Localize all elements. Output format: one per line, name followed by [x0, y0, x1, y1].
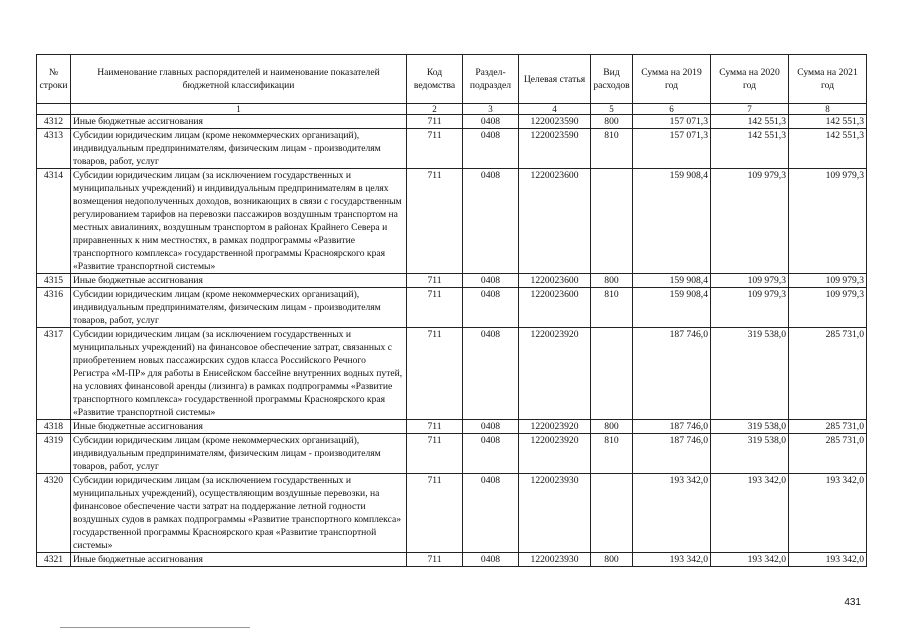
section-code: 0408: [463, 474, 519, 553]
column-number: 2: [407, 104, 463, 115]
row-name: Иные бюджетные ассигнования: [71, 420, 407, 434]
sum-2021: 109 979,3: [789, 288, 867, 328]
header-row-number: № строки: [37, 55, 71, 104]
sum-2020: 193 342,0: [711, 553, 789, 567]
sum-2020: 319 538,0: [711, 328, 789, 420]
expense-type: [591, 169, 633, 274]
row-number: 4321: [37, 553, 71, 567]
header-row: [37, 55, 867, 104]
row-name: Иные бюджетные ассигнования: [71, 553, 407, 567]
table-row: [37, 474, 867, 553]
sum-2021: 193 342,0: [789, 474, 867, 553]
sum-2019: 159 908,4: [633, 169, 711, 274]
row-number: 4314: [37, 169, 71, 274]
row-number: 4316: [37, 288, 71, 328]
header-department-code: Код ведомства: [407, 55, 463, 104]
target-article: 1220023600: [519, 288, 591, 328]
sum-2019: 187 746,0: [633, 328, 711, 420]
table-row: [37, 420, 867, 434]
section-code: 0408: [463, 129, 519, 169]
row-number: 4313: [37, 129, 71, 169]
row-number: 4317: [37, 328, 71, 420]
sum-2019: 193 342,0: [633, 553, 711, 567]
row-name: Субсидии юридическим лицам (кроме некоммерческих организаций), индивидуальным предпринимателям, физическим лицам - производителям товаров, работ, услуг: [71, 288, 407, 328]
section-code: 0408: [463, 115, 519, 129]
expense-type: 810: [591, 434, 633, 474]
section-code: 0408: [463, 274, 519, 288]
row-name: Субсидии юридическим лицам (за исключением государственных и муниципальных учреждений) и индивидуальным предпринимателям в целях возмещения недополученных доходов, возникающих в связи с государственным регулированием тарифов на перевозки пассажиров воздушным транспортом на местных авиалиниях, воздушным транспортом в районах Крайнего Севера и приравненных к ним местностях, в рамках подпрограммы «Развитие транспортного комплекса» государственной программы Красноярского края «Развитие транспортной системы»: [71, 169, 407, 274]
sum-2021: 285 731,0: [789, 328, 867, 420]
row-number: 4318: [37, 420, 71, 434]
row-name: Субсидии юридическим лицам (за исключением государственных и муниципальных учреждений), осуществляющим воздушные перевозки, на финансовое обеспечение части затрат на поддержание летной годности воздушных судов в рамках подпрограммы «Развитие транспортного комплекса» государственной программы Красноярского края «Развитие транспортной системы»: [71, 474, 407, 553]
page-number: 431: [844, 597, 861, 608]
department-code: 711: [407, 328, 463, 420]
budget-table: [36, 54, 867, 567]
header-section: Раздел-подраздел: [463, 55, 519, 104]
department-code: 711: [407, 553, 463, 567]
target-article: 1220023920: [519, 420, 591, 434]
target-article: 1220023930: [519, 474, 591, 553]
column-number: 3: [463, 104, 519, 115]
expense-type: 810: [591, 129, 633, 169]
sum-2020: 142 551,3: [711, 115, 789, 129]
row-number: 4320: [37, 474, 71, 553]
header-expense-type: Вид расходов: [591, 55, 633, 104]
target-article: 1220023590: [519, 129, 591, 169]
table-row: [37, 553, 867, 567]
department-code: 711: [407, 169, 463, 274]
row-name: Иные бюджетные ассигнования: [71, 274, 407, 288]
row-name: Субсидии юридическим лицам (за исключением государственных и муниципальных учреждений) на финансовое обеспечение затрат, связанных с приобретением новых пассажирских судов класса Российского Речного Регистра «М-ПР» для работы в Енисейском бассейне внутренних водных путей, на условиях финансовой аренды (лизинга) в рамках подпрограммы «Развитие транспортного комплекса» государственной программы Красноярского края «Развитие транспортной системы»: [71, 328, 407, 420]
section-code: 0408: [463, 553, 519, 567]
header-sum-2020: Сумма на 2020 год: [711, 55, 789, 104]
sum-2021: 142 551,3: [789, 129, 867, 169]
table-row: [37, 115, 867, 129]
header-sum-2019: Сумма на 2019 год: [633, 55, 711, 104]
footer-divider: [60, 627, 250, 628]
section-code: 0408: [463, 328, 519, 420]
expense-type: 810: [591, 288, 633, 328]
target-article: 1220023920: [519, 328, 591, 420]
column-number-row: [37, 104, 867, 115]
department-code: 711: [407, 420, 463, 434]
column-number-blank: [37, 104, 71, 115]
sum-2020: 319 538,0: [711, 420, 789, 434]
header-name: Наименование главных распорядителей и наименование показателей бюджетной классификации: [71, 55, 407, 104]
row-number: 4319: [37, 434, 71, 474]
sum-2020: 109 979,3: [711, 288, 789, 328]
expense-type: [591, 474, 633, 553]
table-row: [37, 288, 867, 328]
sum-2020: 193 342,0: [711, 474, 789, 553]
column-number: 7: [711, 104, 789, 115]
sum-2021: 285 731,0: [789, 420, 867, 434]
sum-2019: 159 908,4: [633, 274, 711, 288]
sum-2021: 285 731,0: [789, 434, 867, 474]
column-number: 6: [633, 104, 711, 115]
table-row: [37, 328, 867, 420]
sum-2020: 319 538,0: [711, 434, 789, 474]
header-sum-2021: Сумма на 2021 год: [789, 55, 867, 104]
expense-type: 800: [591, 420, 633, 434]
sum-2021: 193 342,0: [789, 553, 867, 567]
expense-type: [591, 328, 633, 420]
column-number: 5: [591, 104, 633, 115]
column-number: 1: [71, 104, 407, 115]
department-code: 711: [407, 115, 463, 129]
department-code: 711: [407, 288, 463, 328]
row-name: Субсидии юридическим лицам (кроме некоммерческих организаций), индивидуальным предпринимателям, физическим лицам - производителям товаров, работ, услуг: [71, 434, 407, 474]
row-number: 4312: [37, 115, 71, 129]
target-article: 1220023930: [519, 553, 591, 567]
sum-2019: 157 071,3: [633, 115, 711, 129]
row-name: Субсидии юридическим лицам (кроме некоммерческих организаций), индивидуальным предпринимателям, физическим лицам - производителям товаров, работ, услуг: [71, 129, 407, 169]
target-article: 1220023600: [519, 169, 591, 274]
sum-2021: 142 551,3: [789, 115, 867, 129]
sum-2021: 109 979,3: [789, 274, 867, 288]
department-code: 711: [407, 274, 463, 288]
sum-2019: 187 746,0: [633, 434, 711, 474]
sum-2021: 109 979,3: [789, 169, 867, 274]
section-code: 0408: [463, 169, 519, 274]
sum-2019: 187 746,0: [633, 420, 711, 434]
expense-type: 800: [591, 115, 633, 129]
sum-2019: 159 908,4: [633, 288, 711, 328]
sum-2020: 109 979,3: [711, 169, 789, 274]
section-code: 0408: [463, 288, 519, 328]
expense-type: 800: [591, 274, 633, 288]
table-row: [37, 129, 867, 169]
column-number: 8: [789, 104, 867, 115]
sum-2020: 109 979,3: [711, 274, 789, 288]
row-name: Иные бюджетные ассигнования: [71, 115, 407, 129]
department-code: 711: [407, 474, 463, 553]
sum-2019: 193 342,0: [633, 474, 711, 553]
table-row: [37, 434, 867, 474]
row-number: 4315: [37, 274, 71, 288]
department-code: 711: [407, 434, 463, 474]
table-row: [37, 169, 867, 274]
target-article: 1220023600: [519, 274, 591, 288]
table-row: [37, 274, 867, 288]
section-code: 0408: [463, 434, 519, 474]
sum-2019: 157 071,3: [633, 129, 711, 169]
column-number: 4: [519, 104, 591, 115]
expense-type: 800: [591, 553, 633, 567]
header-target-article: Целевая статья: [519, 55, 591, 104]
section-code: 0408: [463, 420, 519, 434]
target-article: 1220023920: [519, 434, 591, 474]
sum-2020: 142 551,3: [711, 129, 789, 169]
department-code: 711: [407, 129, 463, 169]
target-article: 1220023590: [519, 115, 591, 129]
